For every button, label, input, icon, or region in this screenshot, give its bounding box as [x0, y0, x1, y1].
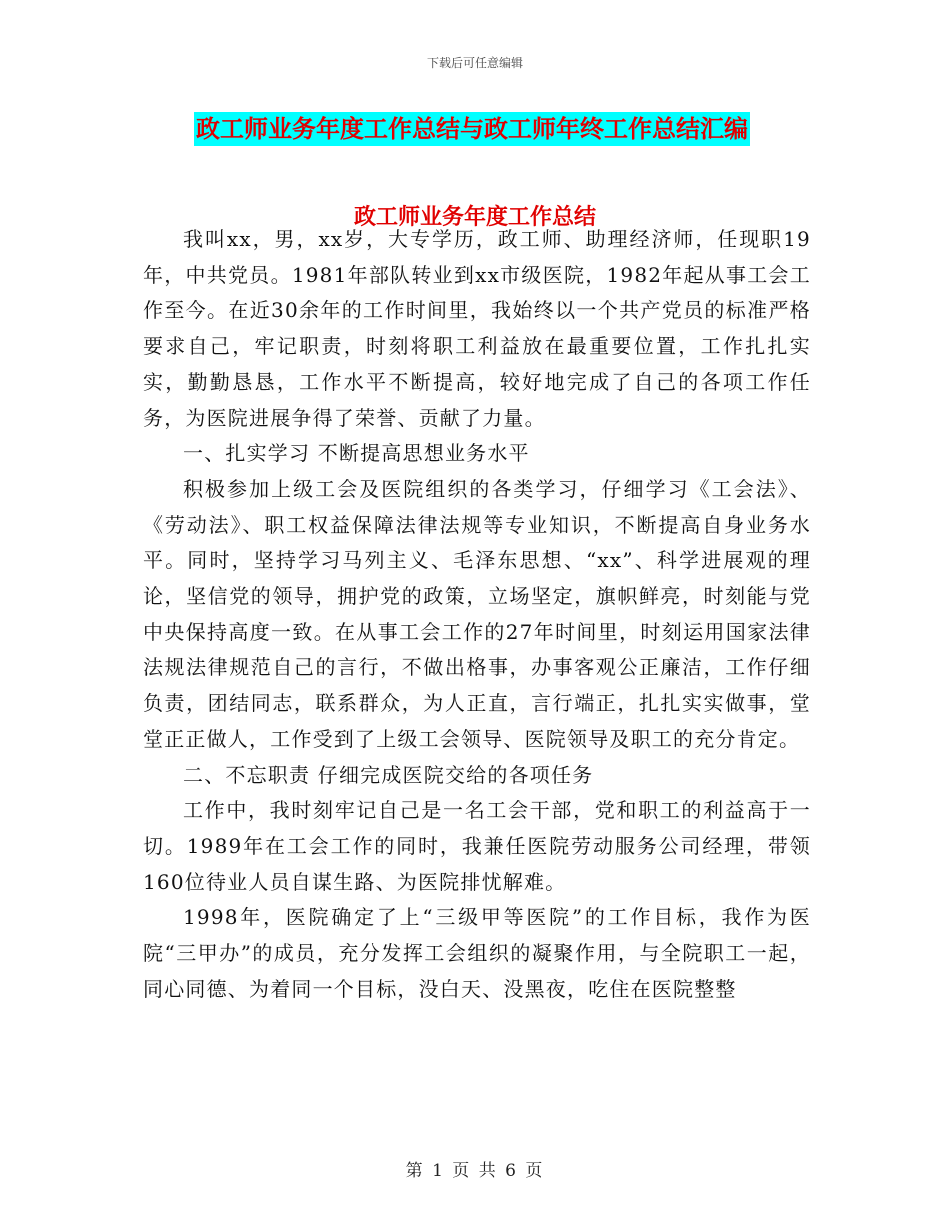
paragraph-study: 积极参加上级工会及医院组织的各类学习，仔细学习《工会法》、《劳动法》、职工权益保障法律法规等专业知识，不断提高自身业务水平。同时，坚持学习马列主义、毛泽东思想、“xx”、科学进展观的理论，坚信党的领导，拥护党的政策，立场坚定，旗帜鲜亮，时刻能与党中央保持高度一致。在从事工会工作的27年时间里，时刻运用国家法律法规法律规范自己的言行，不做出格事，办事客观公正廉洁，工作仔细负责，团结同志，联系群众，为人正直，言行端正，扎扎实实做事，堂堂正正做人，工作受到了上级工会领导、医院领导及职工的充分肯定。 — [143, 476, 811, 751]
document-main-title: 政工师业务年度工作总结与政工师年终工作总结汇编 — [194, 112, 750, 146]
section-title: 政工师业务年度工作总结 — [353, 204, 596, 230]
paragraph-duty: 工作中，我时刻牢记自己是一名工会干部，党和职工的利益高于一切。1989年在工会工作的同时，我兼任医院劳动服务公司经理，带领160位待业人员自谋生路、为医院排忧解难。 — [143, 798, 811, 894]
paragraph-intro: 我叫xx，男，xx岁，大专学历，政工师、助理经济师，任现职19年，中共党员。1981年部队转业到xx市级医院，1982年起从事工会工作至今。在近30余年的工作时间里，我始终以一个共产党员的标准严格要求自己，牢记职责，时刻将职工利益放在最重要位置，工作扎扎实实，勤勤恳恳，工作水平不断提高，较好地完成了自己的各项工作任务，为医院进展争得了荣誉、贡献了力量。 — [143, 227, 811, 430]
document-body — [143, 222, 811, 1007]
paragraph-heading-2: 二、不忘职责 仔细完成医院交给的各项任务 — [183, 762, 594, 787]
header-note: 下载后可任意编辑 — [426, 56, 523, 70]
page-footer: 第 1 页 共 6 页 — [405, 1161, 545, 1181]
paragraph-heading-1: 一、扎实学习 不断提高思想业务水平 — [183, 441, 530, 466]
paragraph-1998: 1998年，医院确定了上“三级甲等医院”的工作目标，我作为医院“三甲办”的成员，充分发挥工会组织的凝聚作用，与全院职工一起，同心同德、为着同一个目标，没白天、没黑夜，吃住在医院整整 — [143, 905, 811, 1001]
